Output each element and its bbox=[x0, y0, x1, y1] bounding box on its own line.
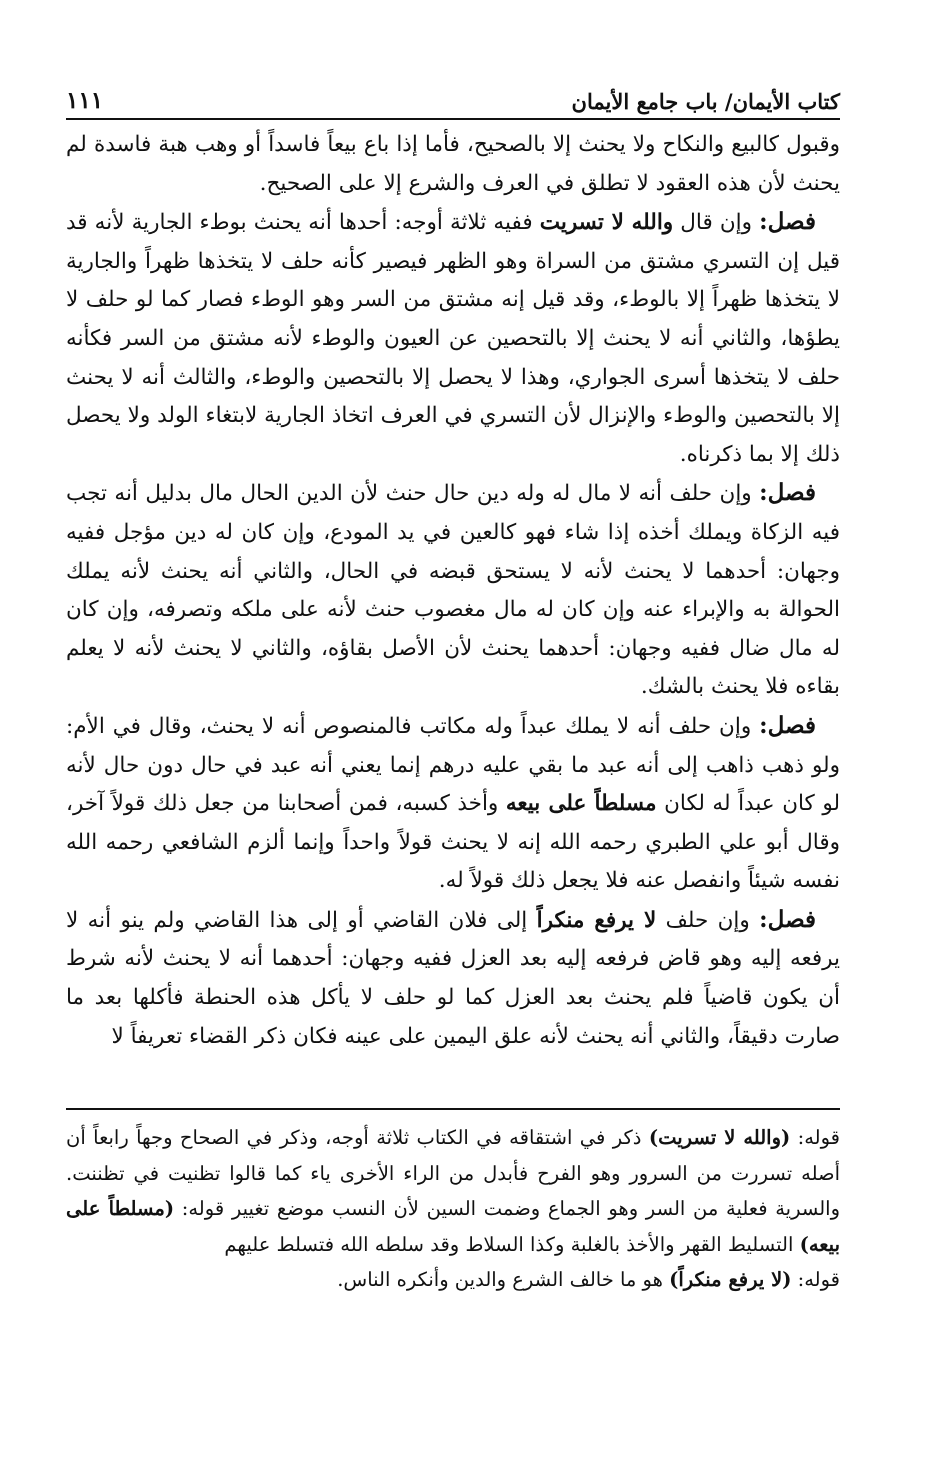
paragraph-5 bbox=[66, 901, 840, 1056]
paragraph-text: ففيه ثلاثة أوجه: أحدها أنه يحنث بوطء الجارية لأنه قد قيل إن التسري مشتق من السراة وهو الظهر فيصير كأنه حلف لا يتخذها ظهراً والجارية لا يتخذها ظهراً إلا بالوطء، وقد قيل إنه مشتق من السر وهو الوطء فصار كما لو حلف لا يطؤها، والثاني أنه لا يحنث إلا بالتحصين عن العيون والوطء لأنه مشتق من السر فكأنه حلف لا يتخذها أسرى الجواري، وهذا لا يحصل إلا بالتحصين والوطء، والثالث أنه لا يحنث إلا بالتحصين والوطء والإنزال لأن التسري في العرف اتخاذ الجارية لابتغاء الولد ولا يحصل ذلك إلا بما ذكرناه. bbox=[66, 210, 840, 467]
paragraph-text: وأخذ كسبه، فمن أصحابنا من جعل ذلك قولاً آخر، وقال أبو علي الطبري رحمه الله إنه لا يحنث قولاً واحداً وإنما ألزم الشافعي رحمه الله نفسه شيئاً وانفصل عنه فلا يجعل ذلك قولاً له. bbox=[66, 791, 840, 894]
footnote-text: ذكر في اشتقاقه في الكتاب ثلاثة أوجه، وذكر في الصحاح وجهاً رابعاً أن أصله تسررت من السرور وهو الفرح فأبدل من الراء الأخرى ياء كما قالوا تظنيت في تظننت. والسرية فعلية من السر وهو الجماع وضمت السين لأن النسب موضع تغيير قوله: bbox=[66, 1126, 841, 1220]
footnote-text: قوله: bbox=[791, 1268, 840, 1291]
paragraph-text: وإن حلف bbox=[656, 907, 760, 933]
paragraph-text: إلى فلان القاضي أو إلى هذا القاضي ولم ينو أنه لا يرفعه إليه وهو قاض فرفعه إليه بعد العزل ففيه وجهان: أحدهما أنه لا يحنث لأنه شرط أن يكون قاضياً فلم يحنث بعد العزل كما لو حلف لا يأكل هذه الحنطة فأكلها بعد ما صارت دقيقاً، والثاني أنه يحنث لأنه علق اليمين على عينه فكان ذكر القضاء تعريفاً لا bbox=[66, 907, 840, 1049]
paragraph-text: وإن قال bbox=[673, 210, 760, 236]
page-header bbox=[66, 80, 840, 120]
paragraph-3 bbox=[66, 474, 840, 707]
footnote-2 bbox=[66, 1262, 840, 1298]
emphasis-text: والله لا تسريت bbox=[539, 210, 674, 236]
footnote-text: التسليط القهر والأخذ بالغلبة وكذا السلاط وقد سلطه الله فتسلط عليهم bbox=[224, 1232, 800, 1256]
emphasis-text: لا يرفع منكراً bbox=[536, 907, 657, 933]
page-number: ١١١ bbox=[66, 87, 104, 114]
section-lead: فصل: bbox=[759, 711, 816, 739]
footnote-text: هو ما خالف الشرع والدين وأنكره الناس. bbox=[337, 1268, 670, 1291]
main-text bbox=[66, 126, 840, 1056]
running-head: كتاب الأيمان/ باب جامع الأيمان bbox=[571, 89, 840, 114]
paragraph-text: وإن حلف أنه لا مال له وله دين حال حنث لأن الدين الحال مال بدليل أنه تجب فيه الزكاة ويملك أخذه إذا شاء فهو كالعين في يد المودع، وإن كان له دين مؤجل ففيه وجهان: أحدهما لا يحنث لأنه لا يستحق قبضه في الحال، والثاني أنه يحنث لأنه يملك الحوالة به والإبراء عنه وإن كان له مال مغصوب حنث لأنه على ملكه وتصرفه، وإن كان له مال ضال ففيه وجهان: أحدهما يحنث لأن الأصل بقاؤه، والثاني لا يحنث لأنه لا يعلم بقاءه فلا يحنث بالشك. bbox=[66, 481, 840, 700]
emphasis-text: مسلطاً على بيعه bbox=[505, 791, 657, 817]
footnote-divider bbox=[66, 1108, 840, 1110]
footnote-term: (والله لا تسريت) bbox=[648, 1126, 791, 1149]
paragraph-4 bbox=[66, 707, 840, 901]
footnotes bbox=[66, 1120, 840, 1298]
section-lead: فصل: bbox=[759, 208, 816, 236]
section-lead: فصل: bbox=[759, 905, 817, 933]
paragraph-text: وإن حلف أنه لا يملك عبداً وله مكاتب فالمنصوص أنه لا يحنث، وقال في الأم: ولو ذهب ذاهب إلى أنه عبد ما بقي عليه درهم إنما يعني أنه عبد في حال دون حال لأنه لو كان عبداً له لكان bbox=[66, 713, 840, 817]
section-lead: فصل: bbox=[759, 479, 816, 507]
footnote-term: (مسلطاً على بيعه) bbox=[66, 1197, 840, 1256]
paragraph-1: وقبول كالبيع والنكاح ولا يحنث إلا بالصحيح، فأما إذا باع بيعاً فاسداً أو وهب هبة فاسدة لم يحنث لأن هذه العقود لا تطلق في العرف والشرع إلا على الصحيح. bbox=[66, 132, 840, 196]
footnote-text: قوله: bbox=[790, 1126, 840, 1149]
footnote-term: (لا يرفع منكراً) bbox=[669, 1268, 792, 1291]
footnote-1 bbox=[66, 1120, 840, 1262]
paragraph-2 bbox=[66, 203, 840, 474]
